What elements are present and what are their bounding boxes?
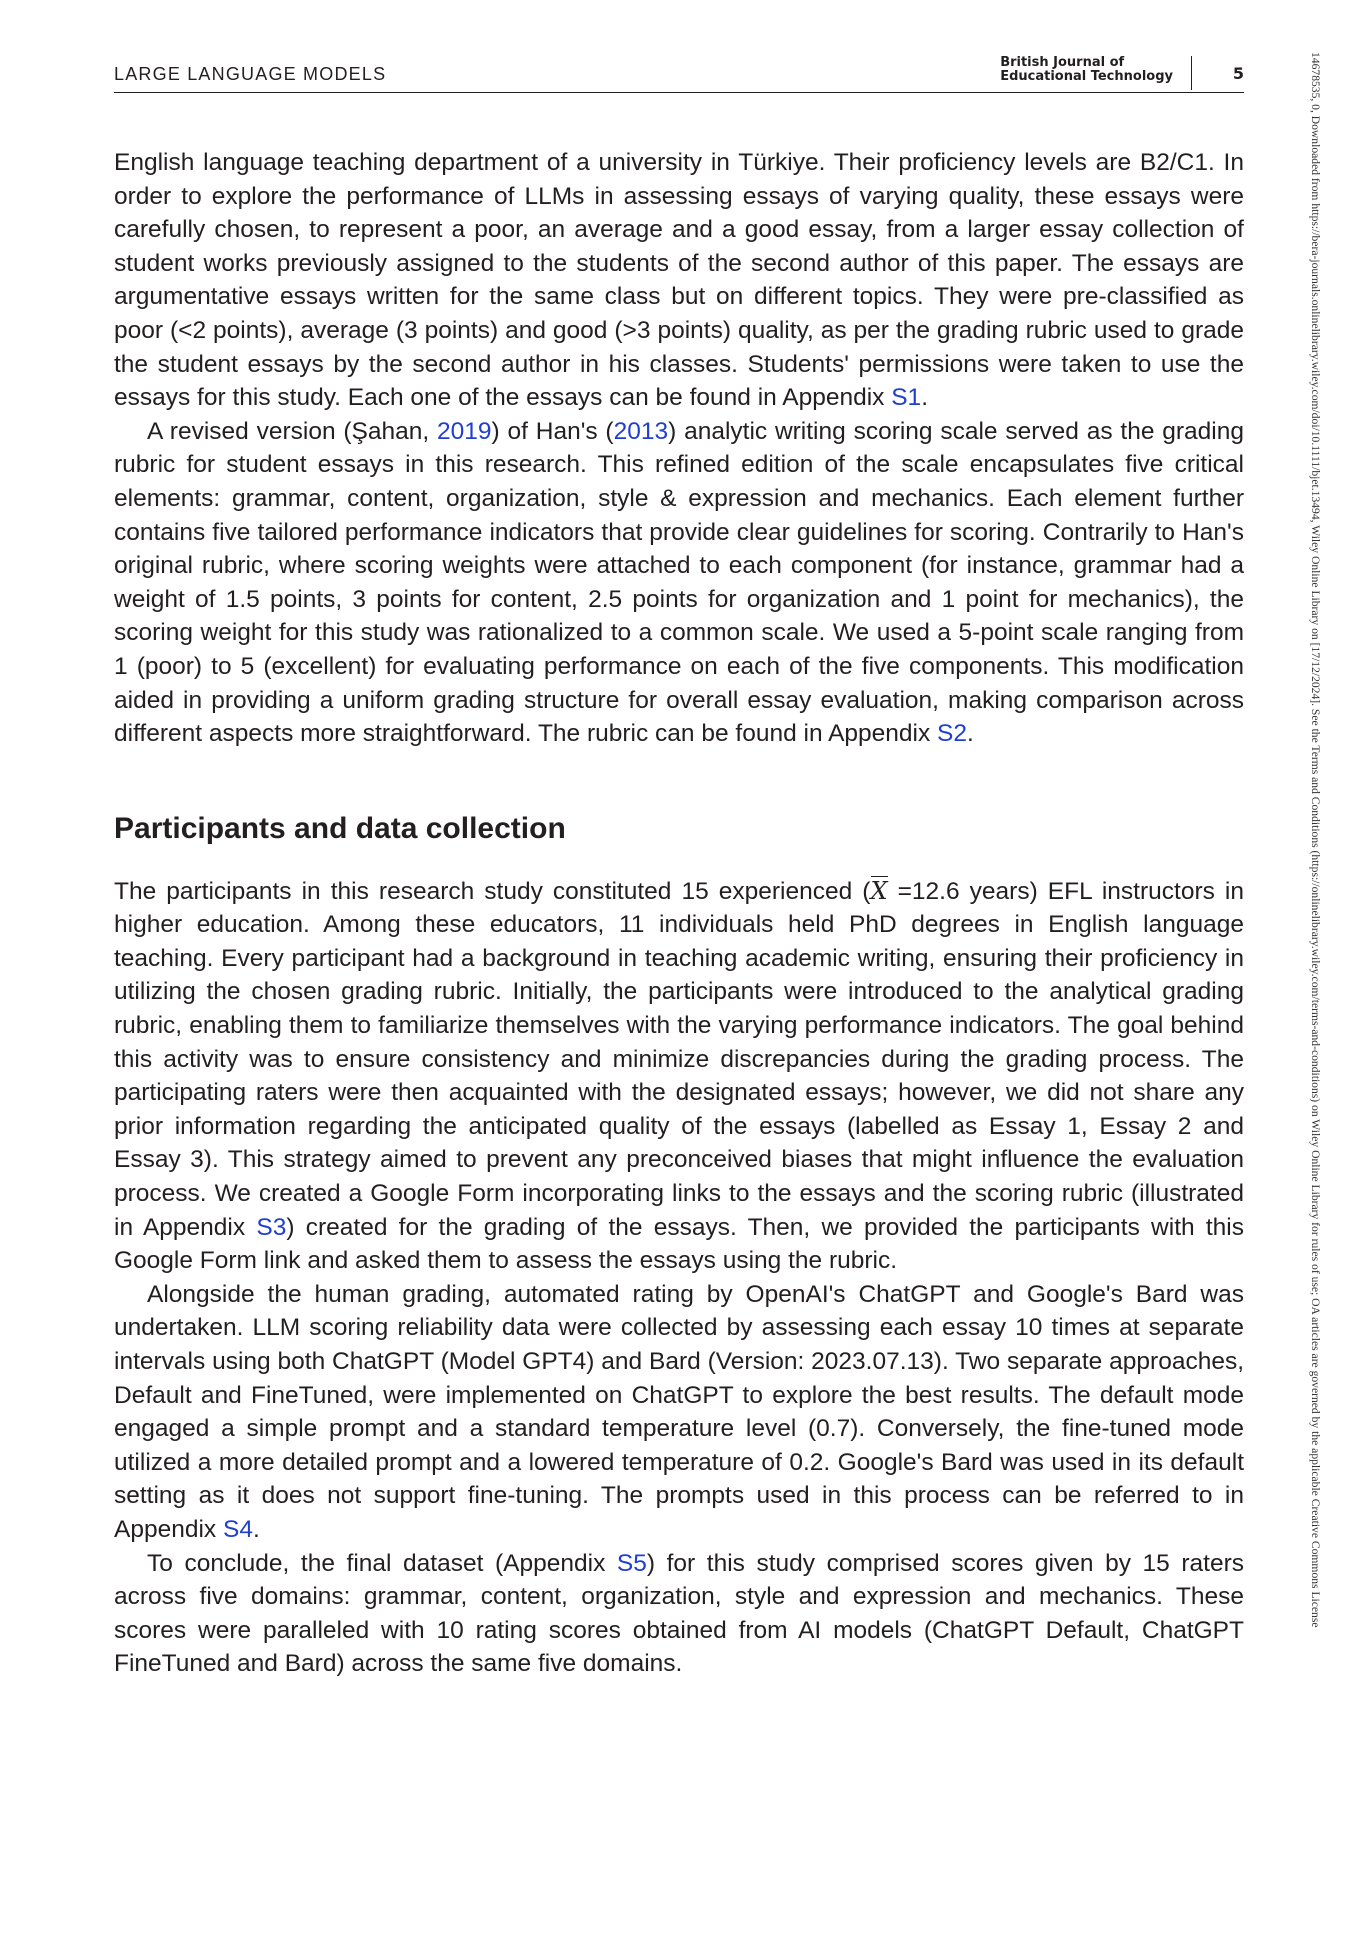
appendix-s4-link[interactable]: S4: [222, 1515, 253, 1543]
paragraph-5-text-b: ) for this study comprised scores given by 15 raters across five domains: grammar, content, organization, style and expression and mechanics. These scores were paralleled with 10 rating scores obtained from AI models (ChatGPT Default, ChatGPT FineTuned and Bard) across the same five domains.: [114, 1549, 1244, 1678]
paragraph-4: [114, 1278, 1244, 1547]
journal-title: [1000, 56, 1192, 90]
journal-title-line2: Educational Technology: [1000, 69, 1173, 84]
paragraph-1-end: .: [921, 384, 928, 412]
citation-2013-link[interactable]: 2013: [613, 417, 669, 445]
appendix-s3-link[interactable]: S3: [256, 1213, 287, 1241]
page-header: [114, 56, 1244, 93]
appendix-s5-link[interactable]: S5: [616, 1549, 647, 1577]
appendix-s2-link[interactable]: S2: [937, 720, 968, 748]
section-heading: Participants and data collection: [114, 811, 566, 845]
paragraph-5-text-a: To conclude, the final dataset (Appendix: [147, 1549, 617, 1577]
article-body: [114, 146, 1244, 1681]
paragraph-3-text-b: =12.6 years) EFL instructors in higher education. Among these educators, 11 individuals held PhD degrees in English language teaching. Every participant had a background in teaching academic writing, ensuring their proficiency in utilizing the chosen grading rubric. Initially, the participants were introduced to the analytical grading rubric, enabling them to familiarize themselves with the varying performance indicators. The goal behind this activity was to ensure consistency and minimize discrepancies during the grading process. The participating raters were then acquainted with the designated essays; however, we did not share any prior information regarding the anticipated quality of the essays (labelled as Essay 1, Essay 2 and Essay 3). This strategy aimed to prevent any preconceived biases that might influence the evaluation process. We created a Google Form incorporating links to the essays and the scoring rubric (illustrated in Appendix: [114, 877, 1244, 1241]
citation-2019-link[interactable]: 2019: [437, 417, 492, 445]
running-head: LARGE LANGUAGE MODELS: [114, 64, 387, 84]
paragraph-1-text: English language teaching department of a university in Türkiye. Their proficiency levels are B2/C1. In order to explore the performance of LLMs in assessing essays of varying quality, these essays were carefully chosen, to represent a poor, an average and a good essay, from a larger essay collection of student works previously assigned to the students of the second author of this paper. The essays are argumentative essays written for the same class but on different topics. They were pre-classified as poor (<2 points), average (3 points) and good (>3 points) quality, as per the grading rubric used to grade the student essays by the second author in his classes. Students' permissions were taken to use the essays for this study. Each one of the essays can be found in Appendix: [114, 149, 1244, 412]
paragraph-2-text-a: A revised version (Şahan,: [147, 417, 438, 445]
paragraph-3: [114, 875, 1244, 1278]
paragraph-2-end: .: [967, 720, 974, 748]
appendix-s1-link[interactable]: S1: [891, 384, 922, 412]
paragraph-1: [114, 146, 1244, 415]
paragraph-4-text: Alongside the human grading, automated rating by OpenAI's ChatGPT and Google's Bard was undertaken. LLM scoring reliability data were collected by assessing each essay 10 times at separate intervals using both ChatGPT (Model GPT4) and Bard (Version: 2023.07.13). Two separate approaches, Default and FineTuned, were implemented on ChatGPT to explore the best results. The default mode engaged a simple prompt and a standard temperature level (0.7). Conversely, the fine-tuned mode utilized a more detailed prompt and a lowered temperature of 0.2. Google's Bard was used in its default setting as it does not support fine-tuning. The prompts used in this process can be referred to in Appendix: [114, 1280, 1244, 1543]
download-notice-text: 14678535, 0, Downloaded from https://bera-journals.onlinelibrary.wiley.com/doi/10.1111/bjet.13494, Wiley Online Library on [17/12/2024]. See the Terms and Conditions (https://onlinelibrary.wiley.com/terms-and-conditions) on Wiley Online Library for rules of use; OA articles are governed by the applicable Creative Commons License: [1309, 52, 1322, 1628]
paragraph-2-text-c: ) analytic writing scoring scale served as the grading rubric for student essays in this research. This refined edition of the scale encapsulates five critical elements: grammar, content, organization, style & expression and mechanics. Each element further contains five tailored performance indicators that provide clear guidelines for scoring. Contrarily to Han's original rubric, where scoring weights were attached to each component (for instance, grammar had a weight of 1.5 points, 3 points for content, 2.5 points for organization and 1 point for mechanics), the scoring weight for this study was rationalized to a common scale. We used a 5-point scale ranging from 1 (poor) to 5 (excellent) for evaluating performance on each of the five components. This modification aided in providing a uniform grading structure for overall essay evaluation, making comparison across different aspects more straightforward. The rubric can be found in Appendix: [114, 417, 1244, 748]
mean-symbol: X: [870, 875, 887, 909]
download-notice-sidebar: [1300, 52, 1322, 1922]
paragraph-2: [114, 415, 1244, 751]
paragraph-3-text-a: The participants in this research study constituted 15 experienced (: [114, 877, 871, 905]
page-number: 5: [1232, 64, 1244, 83]
paragraph-3-text-c: ) created for the grading of the essays. Then, we provided the participants with this Google Form link and asked them to assess the essays using the rubric.: [114, 1213, 1244, 1275]
paragraph-5: [114, 1547, 1244, 1681]
paragraph-2-text-b: ) of Han's (: [491, 417, 614, 445]
journal-title-line1: British Journal of: [1000, 55, 1125, 70]
paragraph-4-end: .: [252, 1515, 260, 1543]
